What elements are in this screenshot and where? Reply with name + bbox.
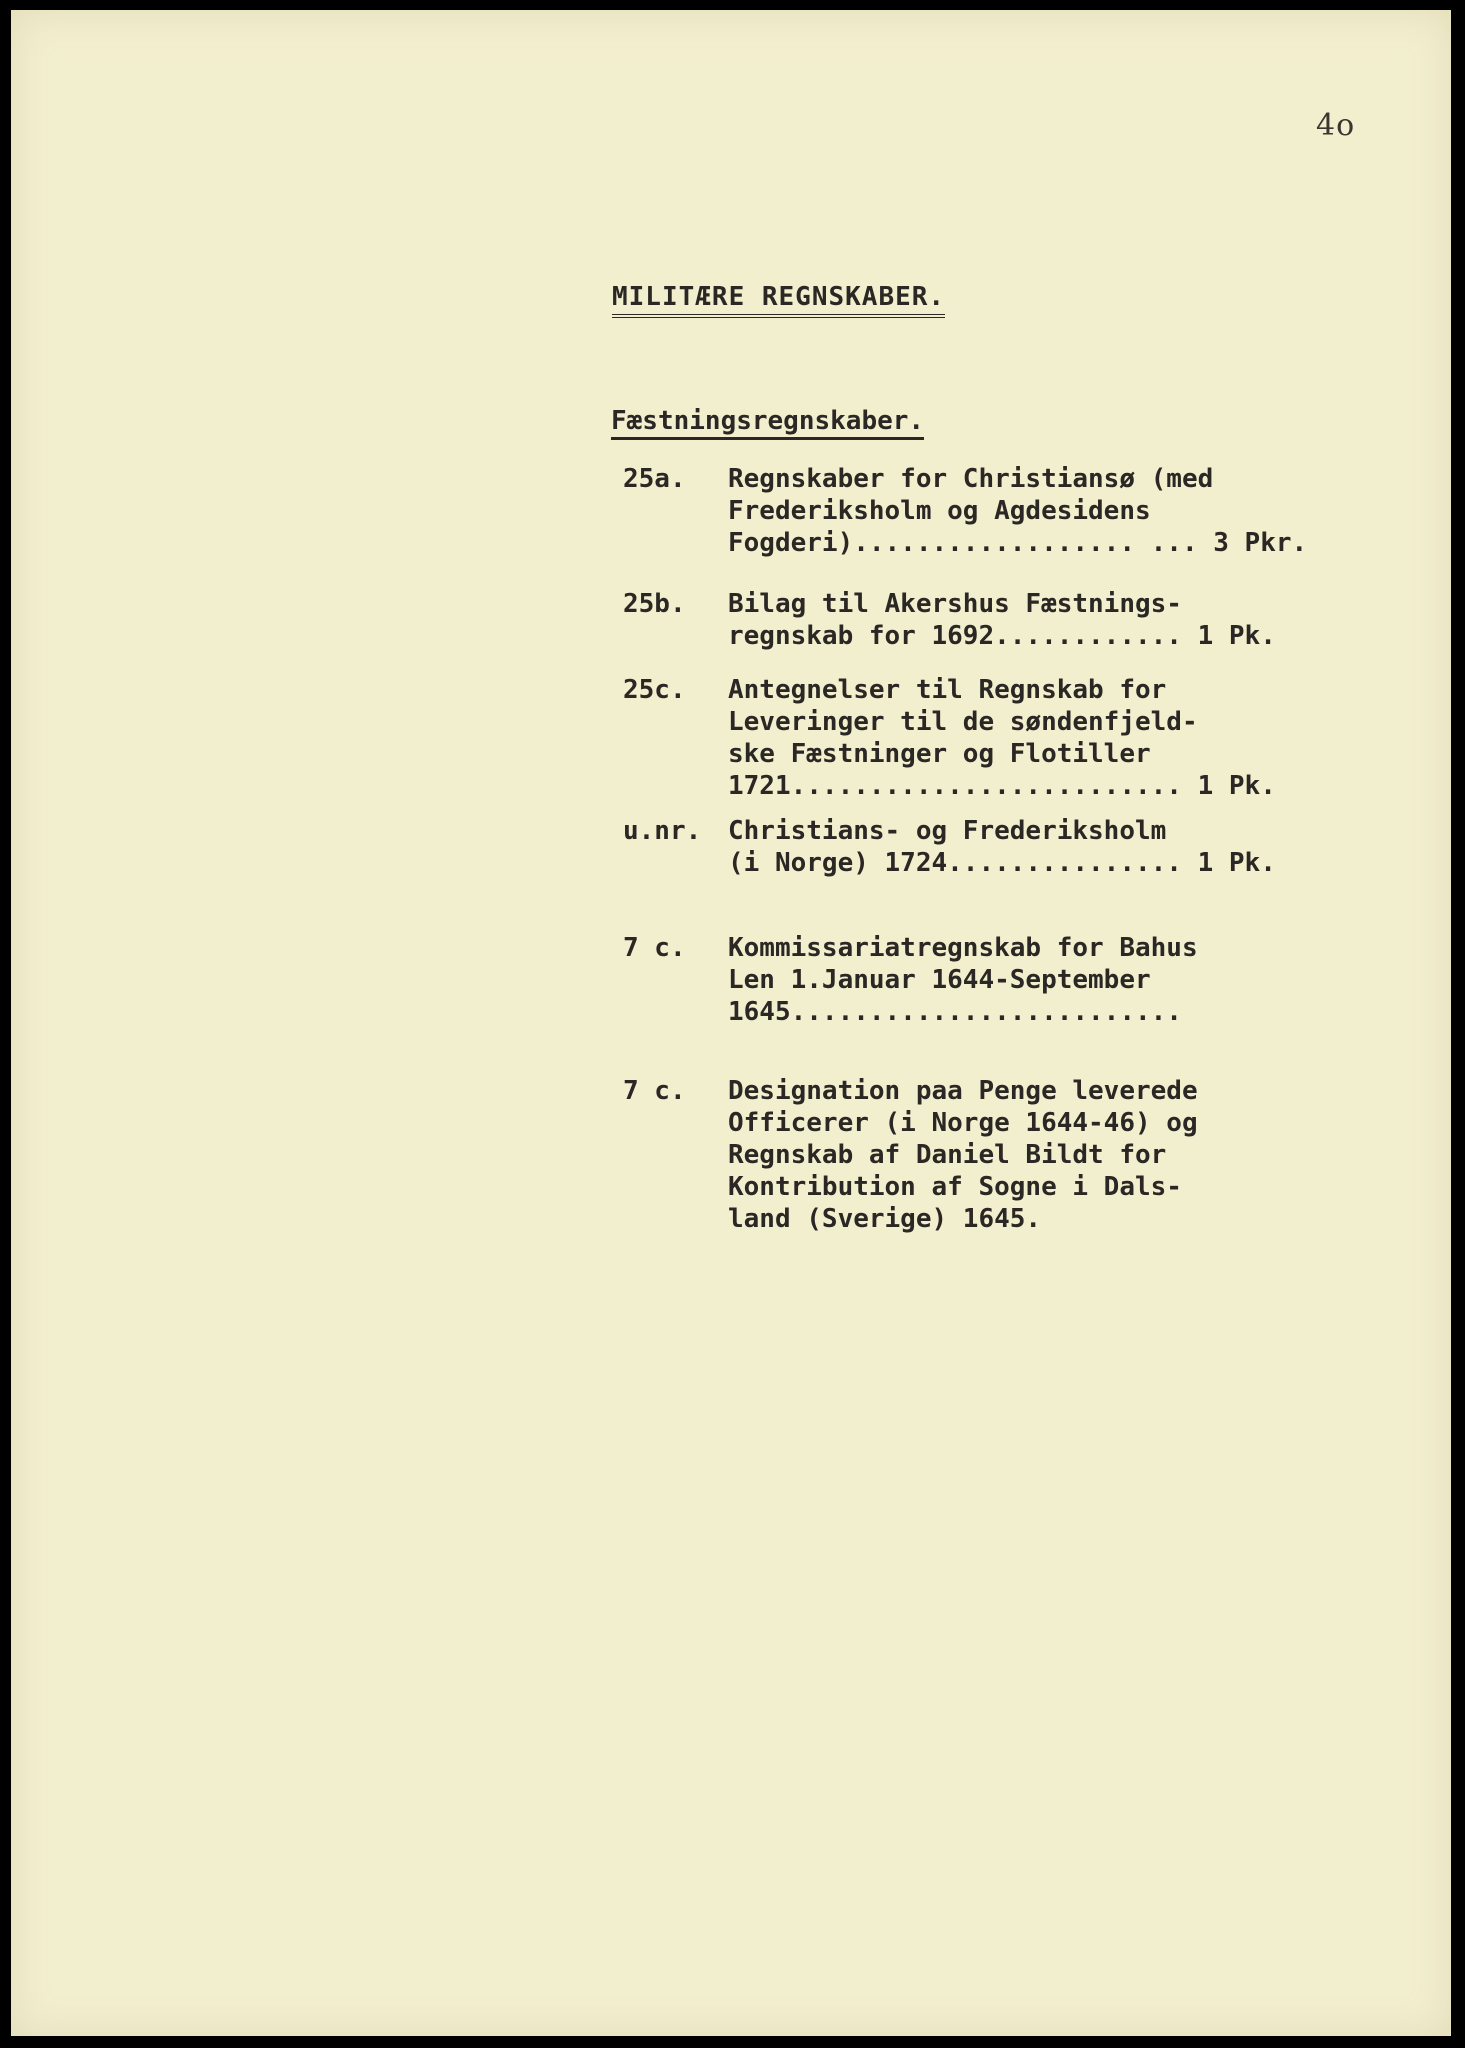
entry-text [728, 674, 1383, 802]
entry-line: Regnskaber for Christiansø (med [728, 464, 1214, 494]
entry-text [728, 932, 1383, 1028]
entry-number: 7 c. [623, 1076, 686, 1106]
entry-line: regnskab for 1692............ 1 Pk. [728, 621, 1276, 651]
entry-line: 1721......................... 1 Pk. [728, 771, 1276, 801]
list-item [623, 1075, 1383, 1235]
entry-line: Christians- og Frederiksholm [728, 816, 1167, 846]
entry-line: (i Norge) 1724............... 1 Pk. [728, 848, 1276, 878]
page-number: 4o [1316, 108, 1356, 143]
entry-number: 25a. [623, 464, 686, 494]
entry-number: 25b. [623, 589, 686, 619]
entry-line: ske Fæstninger og Flotiller [728, 739, 1151, 769]
entry-line: Antegnelser til Regnskab for [728, 675, 1167, 705]
entry-number: 25c. [623, 675, 686, 705]
entry-number: 7 c. [623, 933, 686, 963]
entry-line: 1645......................... [728, 997, 1182, 1027]
list-item [623, 932, 1383, 1028]
entry-line: Bilag til Akershus Fæstnings- [728, 589, 1182, 619]
entry-number: u.nr. [623, 816, 702, 846]
section-heading: MILITÆRE REGNSKABER. [612, 282, 945, 318]
entry-text [728, 1075, 1383, 1235]
entry-line: Kontribution af Sogne i Dals- [728, 1172, 1182, 1202]
entry-line: Frederiksholm og Agdesidens [728, 496, 1151, 526]
entry-line: Designation paa Penge leverede [728, 1076, 1198, 1106]
entry-line: Fogderi).................. ... 3 Pkr. [728, 528, 1308, 558]
entry-line: Officerer (i Norge 1644-46) og [728, 1108, 1198, 1138]
list-item [623, 674, 1383, 802]
document-page [11, 10, 1451, 2036]
entry-line: Kommissariatregnskab for Bahus [728, 933, 1198, 963]
entry-line: land (Sverige) 1645. [728, 1204, 1042, 1234]
list-item [623, 588, 1383, 652]
entry-line: Regnskab af Daniel Bildt for [728, 1140, 1167, 1170]
list-item [623, 815, 1383, 879]
entry-text [728, 463, 1383, 559]
entry-text [728, 815, 1383, 879]
subsection-heading: Fæstningsregnskaber. [611, 406, 924, 440]
entry-line: Leveringer til de søndenfjeld- [728, 707, 1198, 737]
list-item [623, 463, 1383, 559]
entry-line: Len 1.Januar 1644-September [728, 965, 1151, 995]
entry-text [728, 588, 1383, 652]
